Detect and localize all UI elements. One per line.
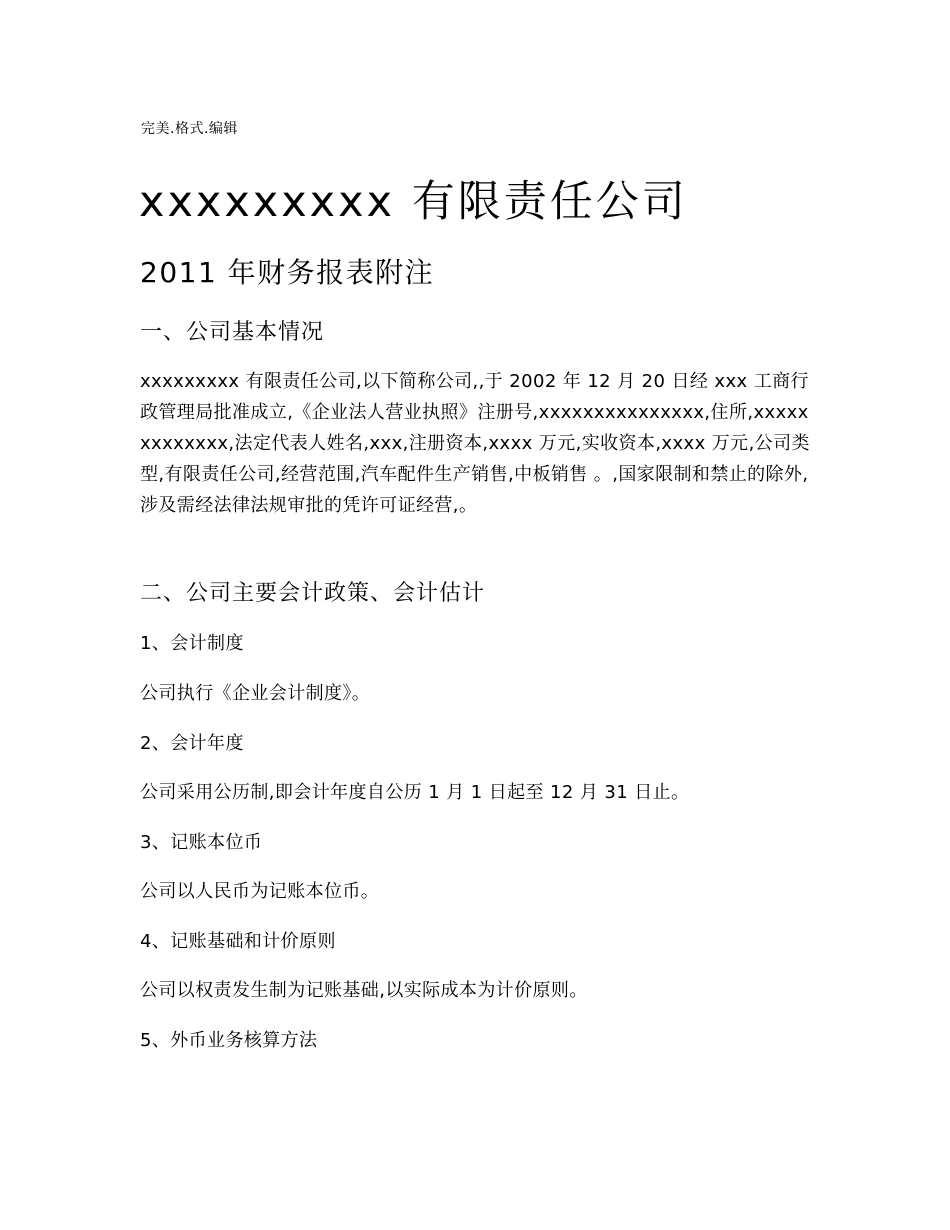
item-text-bookkeeping-currency: 公司以人民币为记账本位币。 — [140, 881, 380, 902]
section-heading-basic-info: 一、公司基本情况 — [140, 320, 325, 345]
item-label-accounting-system: 1、会计制度 — [140, 633, 244, 654]
document-title: xxxxxxxxx 有限责任公司 — [139, 177, 688, 227]
section-heading-accounting-policies: 二、公司主要会计政策、会计估计 — [140, 581, 486, 606]
item-label-accounting-year: 2、会计年度 — [140, 733, 244, 754]
item-text-accounting-system: 公司执行《企业会计制度》。 — [140, 683, 371, 704]
header-note: 完美.格式.编辑 — [141, 121, 238, 137]
item-label-bookkeeping-basis: 4、记账基础和计价原则 — [140, 931, 336, 952]
document-subtitle: 2011 年财务报表附注 — [140, 256, 435, 289]
item-text-accounting-year: 公司采用公历制,即会计年度自公历 1 月 1 日起至 12 月 31 日止。 — [140, 782, 690, 803]
item-text-bookkeeping-basis: 公司以权责发生制为记账基础,以实际成本为计价原则。 — [140, 980, 588, 1001]
item-label-bookkeeping-currency: 3、记账本位币 — [140, 832, 263, 853]
item-label-foreign-currency: 5、外币业务核算方法 — [140, 1030, 318, 1051]
company-basic-info-paragraph: xxxxxxxxx 有限责任公司,以下简称公司,,于 2002 年 12 月 20 日经 xxx 工商行政管理局批准成立,《企业法人营业执照》注册号,xxxxxxxxxxxxxxx,住所,xxxxxxxxxxxxx,法定代表人姓名,xxx,注册资本,xxxx 万元,实收资本,xxxx 万元,公司类型,有限责任公司,经营范围,汽车配件生产销售,中板销售 。,国家限制和禁止的除外,涉及需经法律法规审批的凭许可证经营,。 — [140, 371, 810, 516]
